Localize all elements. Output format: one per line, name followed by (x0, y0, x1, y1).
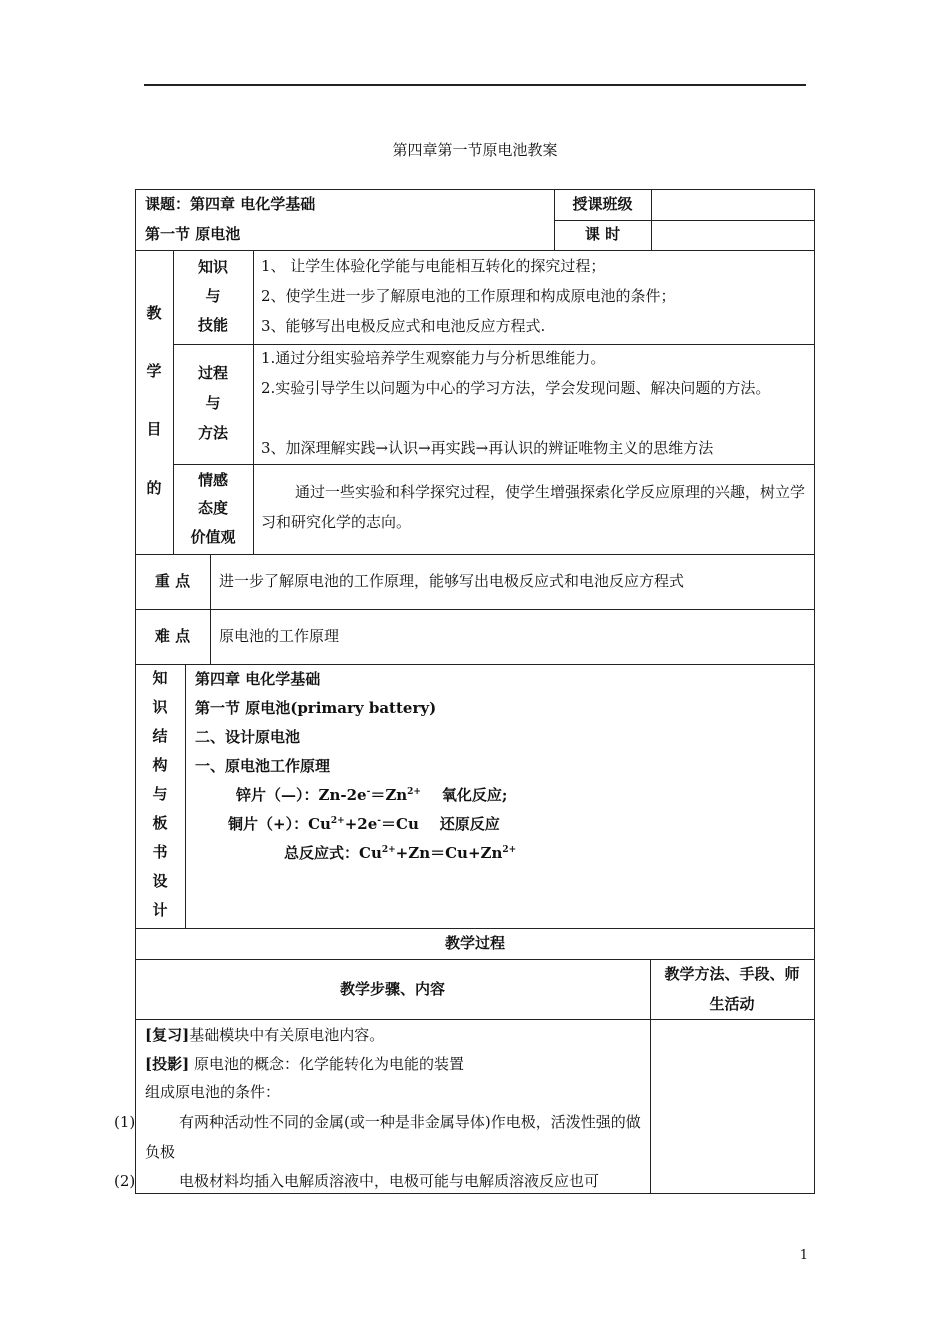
review-line: [复习]基础模块中有关原电池内容。 (145, 1026, 385, 1044)
copper-equation: 铜片（+）：$Cu^{2+}+2e^-=Cu$ 还原反应 (228, 815, 500, 833)
steps-header: 教学步骤、内容 (339, 980, 445, 998)
methods-header: 教学方法、手段、师 (664, 965, 800, 983)
emotion-text: 通过一些实验和科学探究过程，使学生增强探索化学反应原理的兴趣，树立学习和研究化学的志向。 (261, 483, 806, 531)
projection-line: [投影] 原电池的概念：化学能转化为电能的装置 (145, 1055, 464, 1073)
condition-number: (1) (114, 1113, 136, 1131)
condition-text: 有两种活动性不同的金属(或一种是非金属导体)作电极，活泼性强的做负极 (145, 1113, 641, 1161)
board-design: 二、设计原电池 (195, 728, 301, 746)
condition-number: (2) (114, 1172, 136, 1190)
process-item: 2.实验引导学生以问题为中心的学习方法，学会发现问题、解决问题的方法。 (261, 379, 771, 397)
period-label: 课 时 (584, 225, 621, 243)
process-item: 3、加深理解实践→认识→再实践→再认识的辨证唯物主义的思维方法 (261, 439, 714, 457)
knowledge-item: 2、使学生进一步了解原电池的工作原理和构成原电池的条件； (261, 287, 676, 305)
topic-title: 课题：第四章 电化学基础 (145, 195, 316, 213)
conditions-title: 组成原电池的条件： (145, 1083, 281, 1101)
section-title: 第一节 原电池 (145, 225, 241, 243)
process-item: 1.通过分组实验培养学生观察能力与分析思维能力。 (261, 349, 606, 367)
knowledge-item: 3、能够写出电极反应式和电池反应方程式. (261, 317, 546, 335)
header-rule (144, 84, 806, 86)
document-title: 第四章第一节原电池教案 (392, 141, 558, 159)
key-point-text: 进一步了解原电池的工作原理，能够写出电极反应式和电池反应方程式 (219, 572, 685, 590)
page-number: 1 (799, 1248, 808, 1263)
board-section: 第一节 原电池(primary battery) (195, 699, 437, 717)
key-point-label: 重 点 (154, 572, 191, 590)
knowledge-item: 1、 让学生体验化学能与电能相互转化的探究过程； (261, 257, 606, 275)
difficult-point-text: 原电池的工作原理 (219, 627, 340, 645)
board-chapter: 第四章 电化学基础 (195, 670, 321, 688)
board-principle: 一、原电池工作原理 (195, 757, 331, 775)
total-equation: 总反应式：$Cu^{2+}+Zn=Cu+Zn^{2+}$ (284, 844, 517, 862)
process-title: 教学过程 (444, 934, 505, 952)
class-label: 授课班级 (572, 195, 633, 213)
zinc-equation: 锌片（—）：$Zn-2e^-=Zn^{2+}$ 氧化反应; (236, 786, 508, 804)
difficult-point-label: 难 点 (154, 627, 191, 645)
condition-text: 电极材料均插入电解质溶液中，电极可能与电解质溶液反应也可 (179, 1172, 600, 1190)
methods-header-line2: 生活动 (709, 995, 755, 1013)
